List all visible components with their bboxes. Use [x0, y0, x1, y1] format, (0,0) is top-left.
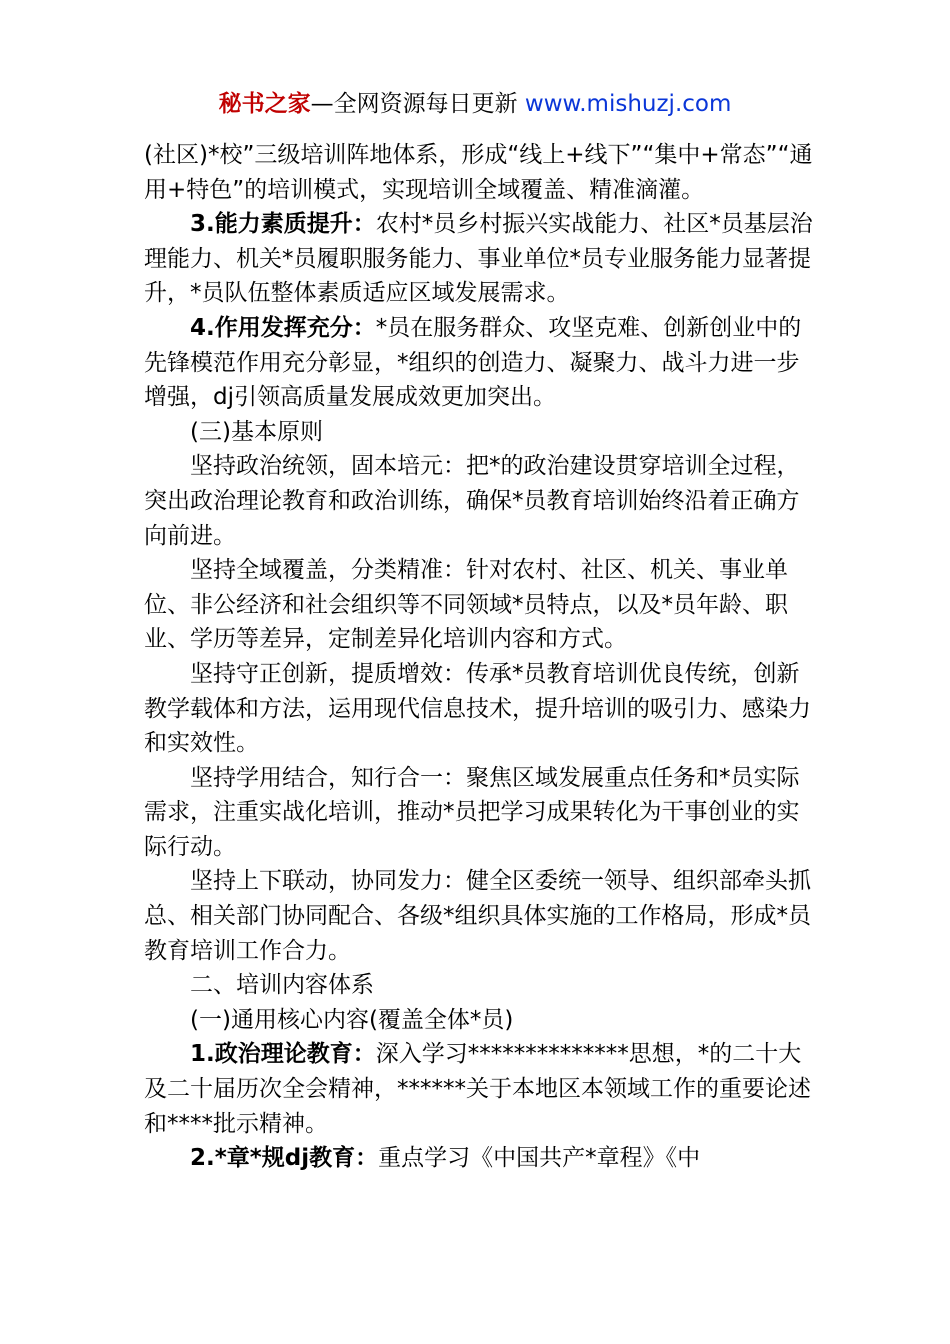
paragraph-heading: 2.*章*规dj教育：: [190, 1145, 379, 1172]
paragraph-text: 深入学习**************思想，*的二十大及二十届历次全会精神，******关于本地区本领域工作的重要论述和****批示精神。: [144, 1041, 811, 1137]
paragraph-continued: [144, 138, 814, 207]
paragraph-political-theory: [144, 1037, 814, 1141]
section-heading-training-content: [144, 968, 814, 1003]
paragraph-heading: 3.能力素质提升：: [190, 211, 376, 238]
paragraph-text: 重点学习《中国共产*章程》《中: [378, 1145, 701, 1172]
paragraph-text: 农村*员乡村振兴实战能力、社区*员基层治理能力、机关*员履职服务能力、事业单位*员专业服务能力显著提升，*员队伍整体素质适应区域发展需求。: [144, 211, 813, 307]
paragraph-principle-5: [144, 864, 814, 968]
paragraph-principle-1: [144, 449, 814, 553]
paragraph-text: 坚持全域覆盖，分类精准：针对农村、社区、机关、事业单位、非公经济和社会组织等不同领域*员特点，以及*员年龄、职业、学历等差异，定制差异化培训内容和方式。: [144, 557, 788, 653]
section-heading-text: (三)基本原则: [190, 418, 323, 445]
paragraph-text: 坚持政治统领，固本培元：把*的政治建设贯穿培训全过程，突出政治理论教育和政治训练，确保*员教育培训始终沿着正确方向前进。: [144, 453, 800, 549]
paragraph-principle-2: [144, 553, 814, 657]
paragraph-role-playing: [144, 311, 814, 415]
paragraph-text: (社区)*校”三级培训阵地体系，形成“线上+线下”“集中+常态”“通用+特色”的培训模式，实现培训全域覆盖、精准滴灌。: [144, 142, 813, 203]
paragraph-party-rules: [144, 1141, 814, 1176]
site-header: [0, 88, 950, 120]
paragraph-text: 坚持守正创新，提质增效：传承*员教育培训优良传统，创新教学载体和方法，运用现代信息技术，提升培训的吸引力、感染力和实效性。: [144, 660, 811, 757]
section-heading-basic-principles: [144, 415, 814, 450]
paragraph-text: *员在服务群众、攻坚克难、创新创业中的先锋模范作用充分彰显，*组织的创造力、凝聚力、战斗力进一步增强，dj引领高质量发展成效更加突出。: [144, 314, 802, 411]
site-brand: 秘书之家: [218, 91, 311, 117]
section-heading-text: 二、培训内容体系: [190, 972, 374, 999]
subsection-heading-core-content: [144, 1003, 814, 1038]
paragraph-heading: 4.作用发挥充分：: [190, 314, 376, 341]
site-url-link[interactable]: www.mishuzj.com: [524, 91, 732, 117]
site-tagline: —全网资源每日更新: [310, 91, 525, 117]
paragraph-principle-4: [144, 761, 814, 865]
subsection-heading-text: (一)通用核心内容(覆盖全体*员): [190, 1006, 514, 1033]
paragraph-ability-improvement: [144, 207, 814, 311]
document-body: [144, 138, 814, 1176]
paragraph-heading: 1.政治理论教育：: [190, 1041, 376, 1068]
paragraph-principle-3: [144, 657, 814, 761]
paragraph-text: 坚持上下联动，协同发力：健全区委统一领导、组织部牵头抓总、相关部门协同配合、各级*组织具体实施的工作格局，形成*员教育培训工作合力。: [144, 868, 811, 964]
paragraph-text: 坚持学用结合，知行合一：聚焦区域发展重点任务和*员实际需求，注重实战化培训，推动*员把学习成果转化为干事创业的实际行动。: [144, 764, 800, 860]
